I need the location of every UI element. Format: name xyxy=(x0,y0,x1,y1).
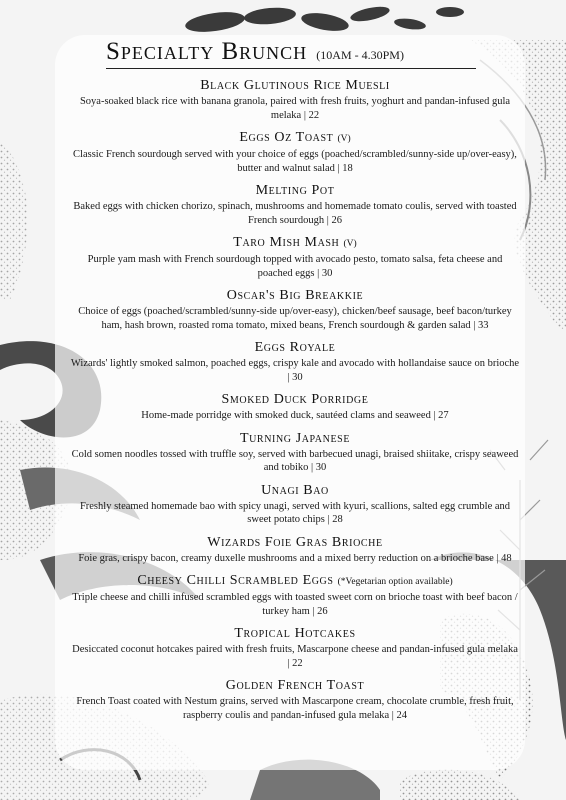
menu-item-name xyxy=(60,678,530,694)
menu-item-name xyxy=(60,573,530,590)
menu-item-title: Eggs Oz Toast xyxy=(239,130,334,145)
menu-header xyxy=(106,38,476,69)
menu-item-title: Turning Japanese xyxy=(239,430,351,446)
menu-item-title: Golden French Toast xyxy=(225,678,365,693)
menu-item xyxy=(60,678,530,722)
menu-item-title: Unagi Bao xyxy=(261,482,329,498)
menu-title: Specialty Brunch xyxy=(106,38,308,65)
menu-item xyxy=(60,130,530,175)
menu-item xyxy=(60,431,530,475)
menu-item xyxy=(60,535,530,566)
menu-item-title: Cheesy Chilli Scrambled Eggs xyxy=(137,573,334,588)
menu-item-note: (V) xyxy=(343,239,357,249)
menu-item xyxy=(60,573,530,618)
menu-item-title: Tropical Hotcakes xyxy=(234,626,356,641)
menu-item xyxy=(60,626,530,670)
menu-item-note: (V) xyxy=(337,134,351,144)
menu-item-title: Wizards Foie Gras Brioche xyxy=(207,534,383,550)
menu-item xyxy=(60,340,530,384)
menu-item-name xyxy=(60,340,530,356)
menu-item-name xyxy=(60,535,530,551)
menu-items xyxy=(60,78,530,722)
menu-item-description: Triple cheese and chilli infused scrambled eggs with toasted sweet corn on brioche toast with beef bacon / turkey ham | 26 xyxy=(72,592,518,617)
menu-item-description: Soya-soaked black rice with banana granola, paired with fresh fruits, yoghurt and pandan-infused gula melaka | 22 xyxy=(79,96,511,121)
menu-item xyxy=(60,78,530,122)
menu-item xyxy=(60,183,530,227)
menu-item-name xyxy=(60,235,530,252)
menu-item-description: Cold somen noodles tossed with truffle soy, served with barbecued unagi, braised shiitake, crispy seaweed and tobiko | 30 xyxy=(71,448,519,473)
menu-item-description: Desiccated coconut hotcakes paired with fresh fruits, Mascarpone cheese and pandan-infused gula melaka | 22 xyxy=(72,644,518,669)
menu-item-description: Choice of eggs (poached/scrambled/sunny-side up/over-easy), chicken/beef sausage, beef bacon/turkey ham, hash brown, roasted roma tomato, mixed beans, French sourdough & garden salad | 33 xyxy=(78,306,512,331)
menu-item-description: Foie gras, crispy bacon, creamy duxelle mushrooms and a mixed berry reduction on a brioche base | 48 xyxy=(78,552,512,564)
menu-item-title: Eggs Royale xyxy=(254,340,336,355)
menu-item-name xyxy=(60,626,530,642)
menu-item-description: Wizards' lightly smoked salmon, poached eggs, crispy kale and avocado with hollandaise sauce on brioche | 30 xyxy=(70,358,520,383)
menu-item-title: Oscar's Big Breakkie xyxy=(226,288,364,303)
menu-item-name xyxy=(60,483,530,499)
menu-item-description: French Toast coated with Nestum grains, served with Mascarpone cream, chocolate crumble, fresh fruit, raspberry coulis and pandan-infused gula melaka | 24 xyxy=(76,696,514,721)
brunch-menu xyxy=(60,38,530,730)
menu-item-name xyxy=(60,78,530,94)
menu-item-description: Freshly steamed homemade bao with spicy unagi, served with kyuri, scallions, salted egg crumble and sweet potato chips | 28 xyxy=(79,500,511,525)
menu-item-name xyxy=(60,431,530,447)
menu-item-description: Purple yam mash with French sourdough topped with avocado pesto, tomato salsa, feta cheese and poached eggs | 30 xyxy=(87,254,503,279)
menu-item xyxy=(60,483,530,527)
menu-item-name xyxy=(60,130,530,147)
menu-item-title: Black Glutinous Rice Muesli xyxy=(200,78,390,93)
menu-item-title: Taro Mish Mash xyxy=(233,235,340,250)
menu-item-title: Melting Pot xyxy=(255,183,335,198)
menu-item-name xyxy=(60,183,530,199)
menu-item-name xyxy=(60,288,530,304)
menu-hours: (10AM - 4.30PM) xyxy=(316,48,404,62)
menu-item-name xyxy=(60,392,530,408)
menu-item-title: Smoked Duck Porridge xyxy=(221,392,369,407)
menu-item xyxy=(60,235,530,280)
menu-item-note: (*Vegetarian option available) xyxy=(337,577,453,587)
menu-item-description: Baked eggs with chicken chorizo, spinach, mushrooms and homemade tomato coulis, served with toasted French sourdough | 26 xyxy=(73,201,517,226)
menu-item-description: Home-made porridge with smoked duck, sautéed clams and seaweed | 27 xyxy=(141,410,449,421)
menu-item xyxy=(60,392,530,423)
menu-item xyxy=(60,288,530,332)
menu-item-description: Classic French sourdough served with your choice of eggs (poached/scrambled/sunny-side up/over-easy), butter and walnut salad | 18 xyxy=(73,149,517,174)
